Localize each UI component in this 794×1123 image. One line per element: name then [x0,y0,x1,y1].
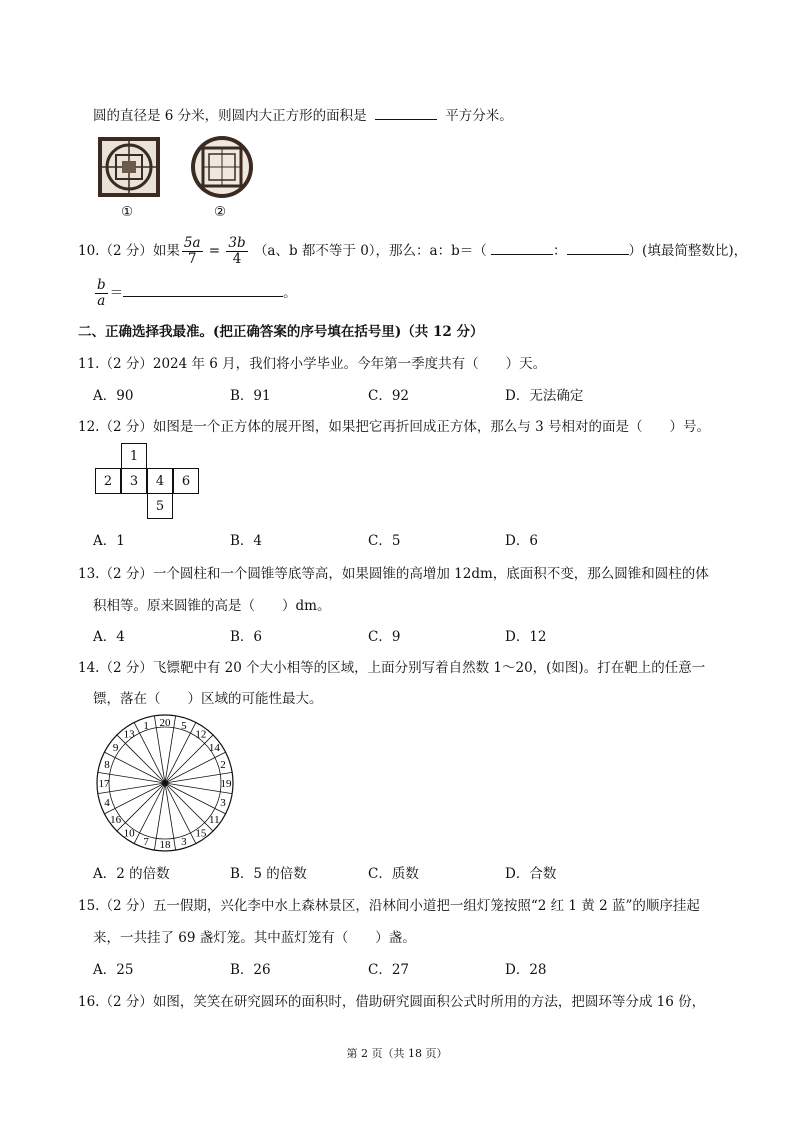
q10-end: 。 [283,284,297,301]
q10-ratio-value-blank[interactable] [123,282,283,297]
dartboard-number: 17 [98,778,110,790]
q9-text-line [93,104,513,124]
q14-option-b[interactable]: B．5 的倍数 [230,866,307,882]
q13-option-d[interactable]: D．12 [505,629,547,645]
q11-text: 11.（2 分）2024 年 6 月，我们将小学毕业。今年第一季度共有（ ）天。 [78,356,547,372]
dartboard-number: 1 [143,719,149,732]
dartboard [95,713,235,853]
q13-option-c[interactable]: C．9 [368,629,401,645]
q14-line-1: 14.（2 分）飞镖靶中有 20 个大小相等的区域，上面分别写着自然数 1～20，(如图)。打在靶上的任意一 [78,660,706,676]
q10-line-2 [93,278,297,309]
cube-face-3: 3 [121,468,147,494]
q15-line-1: 15.（2 分）五一假期，兴化李中水上森林景区，沿林间小道把一组灯笼按照“2 红 1 黄 2 蓝”的顺序挂起 [78,898,700,914]
cube-face-4: 4 [147,468,173,494]
q10-ratio-blank-a[interactable] [491,240,553,255]
q13-line-2: 积相等。原来圆锥的高是（ ）dm。 [93,598,331,614]
q14-option-c[interactable]: C．质数 [368,866,419,882]
cube-face-5: 5 [147,493,173,519]
q14-option-d[interactable]: D．合数 [505,866,557,882]
q14-option-a[interactable]: A．2 的倍数 [93,866,170,882]
dartboard-number: 11 [209,813,220,826]
dartboard-sector-line [165,735,213,783]
q11-option-c[interactable]: C．92 [368,388,410,404]
q10-fraction-2 [226,236,247,267]
cube-face-6: 6 [173,468,199,494]
q12-option-a[interactable]: A．1 [93,533,125,549]
cube-face-2: 2 [95,468,121,494]
dartboard-number: 18 [159,839,171,851]
dartboard-sector-line [165,783,213,831]
q10-f1-denominator: 7 [187,250,197,267]
q15-line-2: 来，一共挂了 69 盏灯笼。其中蓝灯笼有（ ）盏。 [93,930,416,946]
dartboard-sector-line [117,735,165,783]
q10-condition: （a、b 都不等于 0），那么：a：b＝（ [253,242,487,259]
q11-option-b[interactable]: B．91 [230,388,271,404]
figure-2-label: ② [214,204,227,220]
q9-text: 圆的直径是 6 分米，则圆内大正方形的面积是 [93,108,367,124]
dartboard-number: 14 [208,742,220,755]
q15-option-b[interactable]: B．26 [230,962,271,978]
q10-equals-2: ＝ [109,284,124,301]
dartboard-number: 15 [195,827,207,840]
dartboard-number: 9 [112,742,119,755]
q12-text: 12.（2 分）如图是一个正方体的展开图，如果把它再折回成正方体，那么与 3 号相对的面是（ ）号。 [78,419,711,435]
dartboard-number: 3 [220,796,226,809]
section-2-heading: 二、正确选择我最准。(把正确答案的序号填在括号里)（共 12 分） [78,324,484,340]
page-footer: 第 2 页（共 18 页） [346,1047,448,1060]
dartboard-number: 12 [195,728,207,741]
q16-line-1: 16.（2 分）如图，笑笑在研究圆环的面积时，借助研究圆面积公式时所用的方法，把圆环等分成 16 份， [78,994,706,1010]
q9-unit: 平方分米。 [445,108,513,124]
q10-ratio-blank-b[interactable] [567,240,629,255]
q15-option-c[interactable]: C．27 [368,962,410,978]
dartboard-number: 7 [143,836,149,849]
q15-option-d[interactable]: D．28 [505,962,547,978]
q10-suffix: ）(填最简整数比)， [628,242,748,259]
dartboard-number: 13 [123,728,135,741]
q12-option-d[interactable]: D．6 [505,533,538,549]
q12-option-c[interactable]: C．5 [368,533,401,549]
dartboard-sector-line [117,783,165,831]
q10-fraction-3 [95,278,108,309]
q10-f3-denominator: a [97,292,106,309]
q13-option-a[interactable]: A．4 [93,629,125,645]
q10-f2-numerator: 3b [228,235,246,251]
q9-answer-blank[interactable] [375,105,437,120]
dartboard-number: 16 [110,813,122,826]
q10-line-1 [78,236,747,267]
q10-prefix: 10.（2 分）如果 [78,242,180,259]
q10-f1-numerator: 5a [183,235,201,251]
q10-f3-numerator: b [97,277,106,293]
q11-option-d[interactable]: D．无法确定 [505,388,584,404]
q13-option-b[interactable]: B．6 [230,629,263,645]
dartboard-number: 20 [159,717,171,729]
figure-2-round-window [191,136,253,198]
q10-fraction-1 [182,236,203,267]
dartboard-number: 10 [123,827,135,840]
dartboard-number: 3 [181,836,187,849]
dartboard-number: 2 [220,759,226,772]
dartboard-number: 5 [181,719,187,732]
q13-line-1: 13.（2 分）一个圆柱和一个圆锥等底等高，如果圆锥的高增加 12dm，底面积不变，那么圆锥和圆柱的体 [78,566,709,582]
q11-option-a[interactable]: A．90 [93,388,134,404]
dartboard-number: 8 [104,759,110,772]
figure-1-label: ① [121,204,134,220]
q14-line-2: 镖，落在（ ）区域的可能性最大。 [93,691,323,707]
cube-face-1: 1 [121,443,147,469]
q10-f2-denominator: 4 [232,250,242,267]
dartboard-number: 19 [220,778,232,790]
q10-equals: = [208,242,221,259]
window-figures [96,135,256,225]
q10-colon: ： [553,242,567,259]
dartboard-number: 4 [104,796,110,809]
dartboard-center [162,780,168,786]
q12-option-b[interactable]: B．4 [230,533,263,549]
figure-1-square-window [98,137,160,197]
q15-option-a[interactable]: A．25 [93,962,134,978]
